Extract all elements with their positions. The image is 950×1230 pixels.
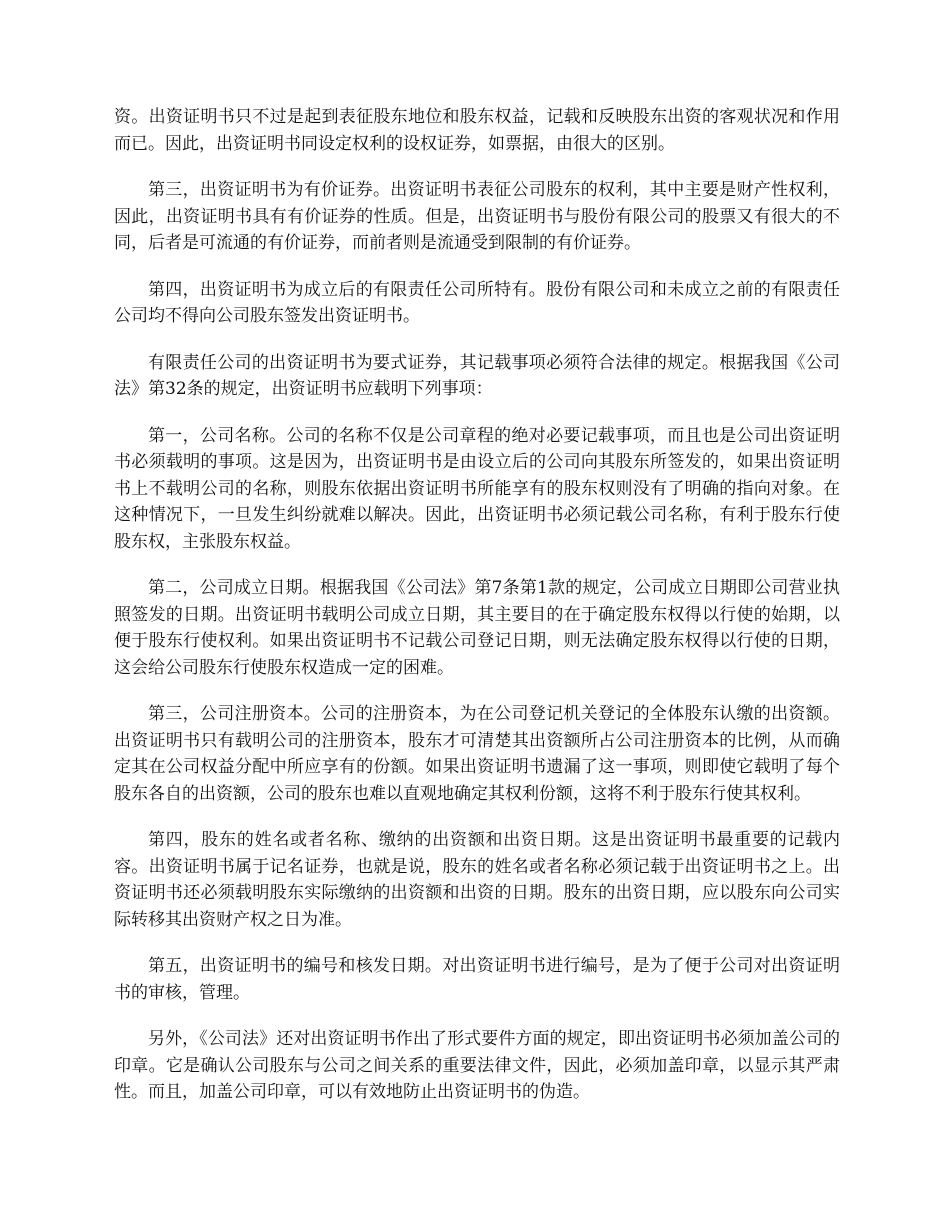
paragraph-required-items-intro: 有限责任公司的出资证明书为要式证券，其记载事项必须符合法律的规定。根据我国《公司法》第32条的规定，出资证明书应载明下列事项：	[114, 352, 840, 399]
paragraph-registered-capital: 第三，公司注册资本。公司的注册资本，为在公司登记机关登记的全体股东认缴的出资额。出资证明书只有载明公司的注册资本，股东才可清楚其出资额所占公司注册资本的比例，从而确定其在公司权益分配中所应享有的份额。如果出资证明书遗漏了这一事项，则即使它载明了每个股东各自的出资额，公司的股东也难以直观地确定其权利份额，这将不利于股东行使其权利。	[114, 704, 840, 804]
paragraph-certificate-number: 第五，出资证明书的编号和核发日期。对出资证明书进行编号，是为了便于公司对出资证明书的审核，管理。	[114, 956, 840, 1003]
paragraph-third-feature: 第三，出资证明书为有价证券。出资证明书表征公司股东的权利，其中主要是财产性权利，因此，出资证明书具有有价证券的性质。但是，出资证明书与股份有限公司的股票又有很大的不同，后者是可流通的有价证券，而前者则是流通受到限制的有价证券。	[114, 180, 840, 253]
paragraph-shareholder-details: 第四，股东的姓名或者名称、缴纳的出资额和出资日期。这是出资证明书最重要的记载内容。出资证明书属于记名证券，也就是说，股东的姓名或者名称必须记载于出资证明书之上。出资证明书还必须载明股东实际缴纳的出资额和出资的日期。股东的出资日期，应以股东向公司实际转移其出资财产权之日为准。	[114, 830, 840, 930]
paragraph-continuation: 资。出资证明书只不过是起到表征股东地位和股东权益，记载和反映股东出资的客观状况和作用而已。因此，出资证明书同设定权利的设权证券，如票据，由很大的区别。	[114, 107, 840, 154]
paragraph-company-name: 第一，公司名称。公司的名称不仅是公司章程的绝对必要记载事项，而且也是公司出资证明书必须载明的事项。这是因为，出资证明书是由设立后的公司向其股东所签发的，如果出资证明书上不载明公司的名称，则股东依据出资证明书所能享有的股东权则没有了明确的指向对象。在这种情况下，一旦发生纠纷就难以解决。因此，出资证明书必须记载公司名称，有利于股东行使股东权，主张股东权益。	[114, 425, 840, 552]
paragraph-fourth-feature: 第四，出资证明书为成立后的有限责任公司所特有。股份有限公司和未成立之前的有限责任公司均不得向公司股东签发出资证明书。	[114, 279, 840, 326]
paragraph-company-seal: 另外，《公司法》还对出资证明书作出了形式要件方面的规定，即出资证明书必须加盖公司的印章。它是确认公司股东与公司之间关系的重要法律文件，因此，必须加盖印章，以显示其严肃性。而且，加盖公司印章，可以有效地防止出资证明书的伪造。	[114, 1029, 840, 1102]
paragraph-establishment-date: 第二，公司成立日期。根据我国《公司法》第7条第1款的规定，公司成立日期即公司营业执照签发的日期。出资证明书载明公司成立日期，其主要目的在于确定股东权得以行使的始期，以便于股东行使权利。如果出资证明书不记载公司登记日期，则无法确定股东权得以行使的日期，这会给公司股东行使股东权造成一定的困难。	[114, 578, 840, 678]
document-page	[114, 104, 840, 1126]
